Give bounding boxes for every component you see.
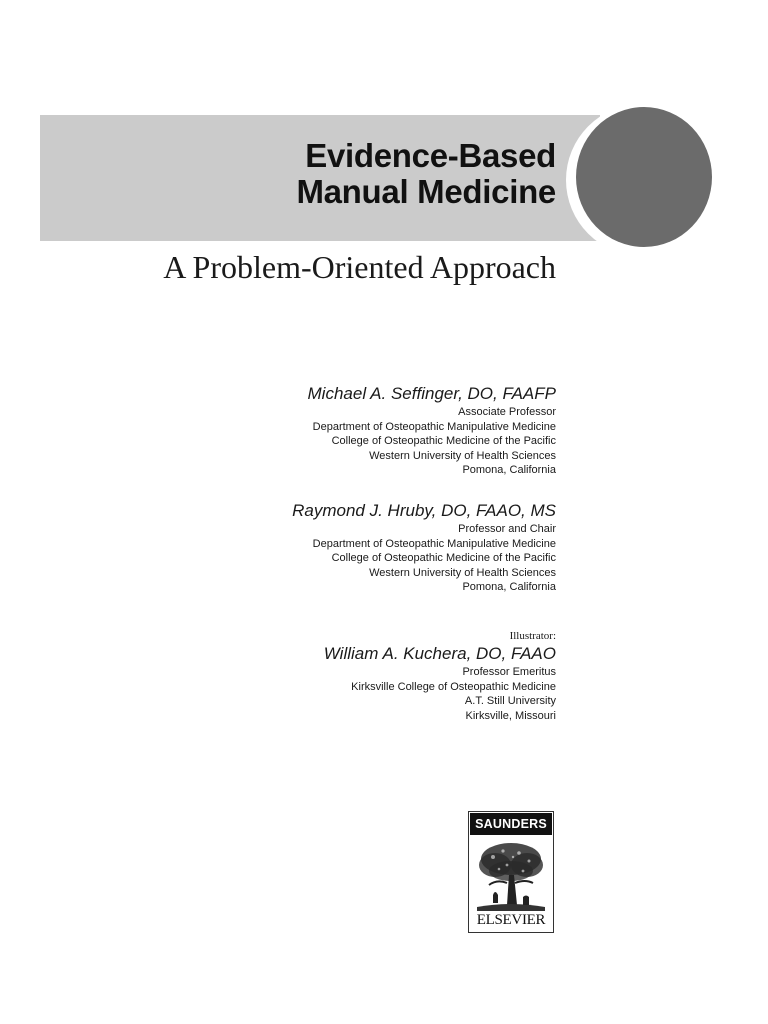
author-affiliation-line: College of Osteopathic Medicine of the Pacific	[331, 435, 556, 447]
author-affiliation-line: Associate Professor	[458, 406, 556, 418]
illustrator-affiliation-line: Kirksville College of Osteopathic Medicine	[351, 680, 556, 693]
author-affiliation-line: Department of Osteopathic Manipulative Medicine	[312, 537, 556, 550]
author-affiliation-line: Western University of Health Sciences	[369, 449, 556, 462]
publisher-name: ELSEVIER	[476, 912, 546, 928]
book-title-line-1: Evidence-Based	[305, 137, 556, 174]
author-affiliation-line: College of Osteopathic Medicine of the Pacific	[331, 552, 556, 564]
illustrator-affiliation-line: Professor Emeritus	[462, 666, 556, 678]
illustrator-affiliation-line: A.T. Still University	[464, 695, 556, 707]
illustrator-affiliation-line: Kirksville, Missouri	[465, 709, 556, 722]
author-affiliation-line: Pomona, California	[462, 464, 556, 476]
author-affiliation-line: Professor and Chair	[458, 523, 556, 535]
publisher-imprint: SAUNDERS	[470, 813, 552, 835]
author-name: Michael A. Seffinger, DO, FAAFP	[307, 384, 556, 403]
tree-emblem-icon	[473, 839, 549, 913]
author-name: Raymond J. Hruby, DO, FAAO, MS	[292, 501, 556, 520]
book-subtitle: A Problem-Oriented Approach	[163, 249, 556, 285]
decorative-circle	[576, 107, 712, 247]
illustrator-label: Illustrator:	[509, 630, 556, 642]
illustrator-block	[324, 629, 556, 723]
book-title	[296, 138, 556, 210]
author-block-2	[292, 500, 556, 595]
author-affiliation-line: Pomona, California	[462, 581, 556, 593]
author-affiliation-line: Western University of Health Sciences	[369, 566, 556, 579]
author-block-1	[308, 383, 556, 478]
illustrator-name: William A. Kuchera, DO, FAAO	[323, 644, 556, 663]
author-affiliation-line: Department of Osteopathic Manipulative Medicine	[312, 420, 556, 433]
publisher-logo	[468, 811, 554, 933]
book-title-line-2: Manual Medicine	[296, 173, 556, 210]
